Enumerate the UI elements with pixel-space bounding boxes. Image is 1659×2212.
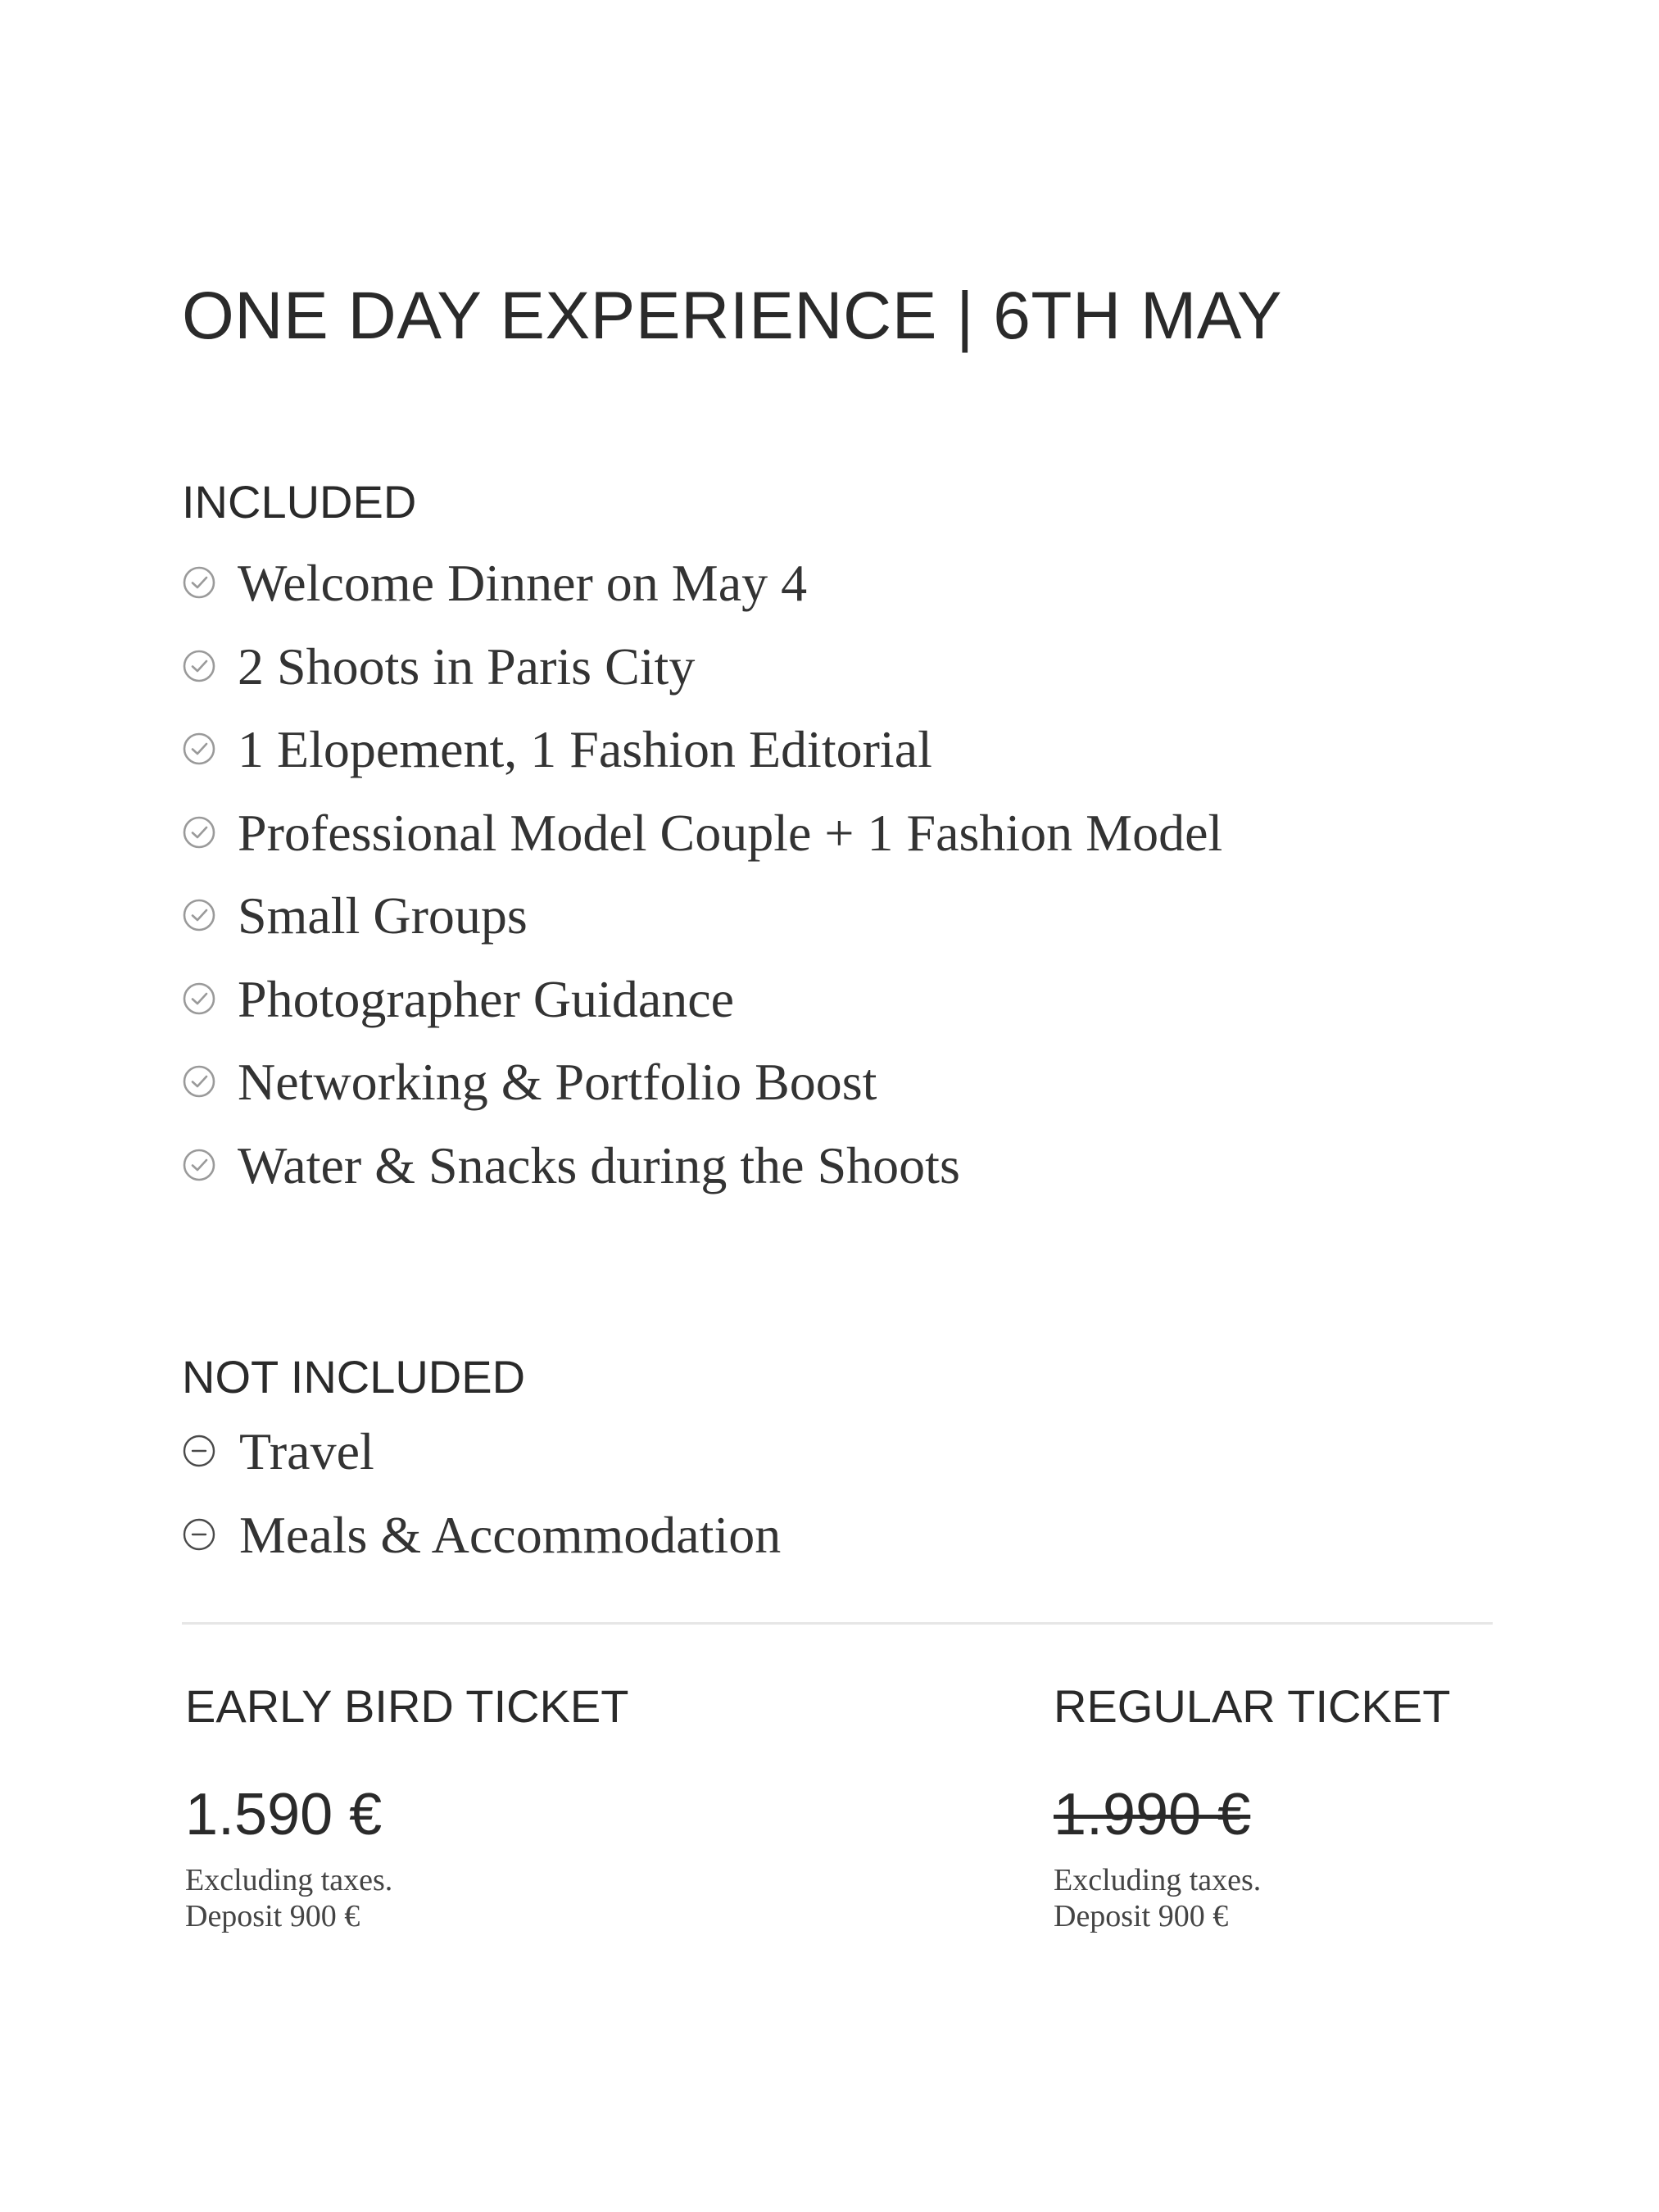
check-circle-icon: [182, 1064, 216, 1099]
early-bird-ticket: [185, 1680, 629, 1934]
included-item-label: Welcome Dinner on May 4: [238, 554, 808, 612]
included-item-label: Small Groups: [238, 886, 528, 945]
not-included-list: [182, 1416, 781, 1582]
included-item-label: Professional Model Couple + 1 Fashion Model: [238, 803, 1223, 862]
experience-page: [182, 0, 1493, 2212]
included-heading: INCLUDED: [182, 476, 417, 528]
minus-circle-icon: [182, 1517, 216, 1552]
included-item: [182, 631, 1222, 714]
included-item: [182, 963, 1222, 1047]
ticket-name: REGULAR TICKET: [1054, 1680, 1451, 1732]
included-item: [182, 1046, 1222, 1130]
ticket-deposit-note: Deposit 900 €: [1054, 1899, 1229, 1933]
included-item: [182, 797, 1222, 881]
not-included-item: [182, 1499, 781, 1583]
page-title: ONE DAY EXPERIENCE | 6TH MAY: [182, 279, 1283, 353]
section-divider: [182, 1622, 1493, 1625]
not-included-heading: NOT INCLUDED: [182, 1351, 526, 1403]
ticket-tax-note: Excluding taxes.: [185, 1863, 393, 1897]
included-item-label: Networking & Portfolio Boost: [238, 1053, 877, 1111]
included-item-label: 1 Elopement, 1 Fashion Editorial: [238, 720, 932, 778]
not-included-item-label: Travel: [239, 1422, 374, 1480]
minus-circle-icon: [182, 1434, 216, 1468]
included-item-label: Water & Snacks during the Shoots: [238, 1135, 960, 1194]
ticket-name: EARLY BIRD TICKET: [185, 1680, 629, 1732]
regular-ticket: [1054, 1680, 1451, 1934]
check-circle-icon: [182, 1148, 216, 1182]
ticket-deposit-note: Deposit 900 €: [185, 1899, 360, 1933]
check-circle-icon: [182, 565, 216, 600]
included-list: [182, 547, 1222, 1213]
check-circle-icon: [182, 732, 216, 766]
included-item: [182, 714, 1222, 797]
check-circle-icon: [182, 649, 216, 683]
check-circle-icon: [182, 898, 216, 932]
not-included-item-label: Meals & Accommodation: [239, 1505, 782, 1564]
check-circle-icon: [182, 815, 216, 850]
ticket-tax-note: Excluding taxes.: [1054, 1863, 1262, 1897]
included-item: [182, 880, 1222, 963]
included-item-label: 2 Shoots in Paris City: [238, 637, 696, 696]
ticket-price: 1.590 €: [185, 1782, 383, 1847]
included-item: [182, 547, 1222, 631]
included-item: [182, 1130, 1222, 1213]
ticket-price-struck: 1.990 €: [1054, 1782, 1251, 1847]
check-circle-icon: [182, 981, 216, 1016]
not-included-item: [182, 1416, 781, 1499]
included-item-label: Photographer Guidance: [238, 969, 735, 1028]
